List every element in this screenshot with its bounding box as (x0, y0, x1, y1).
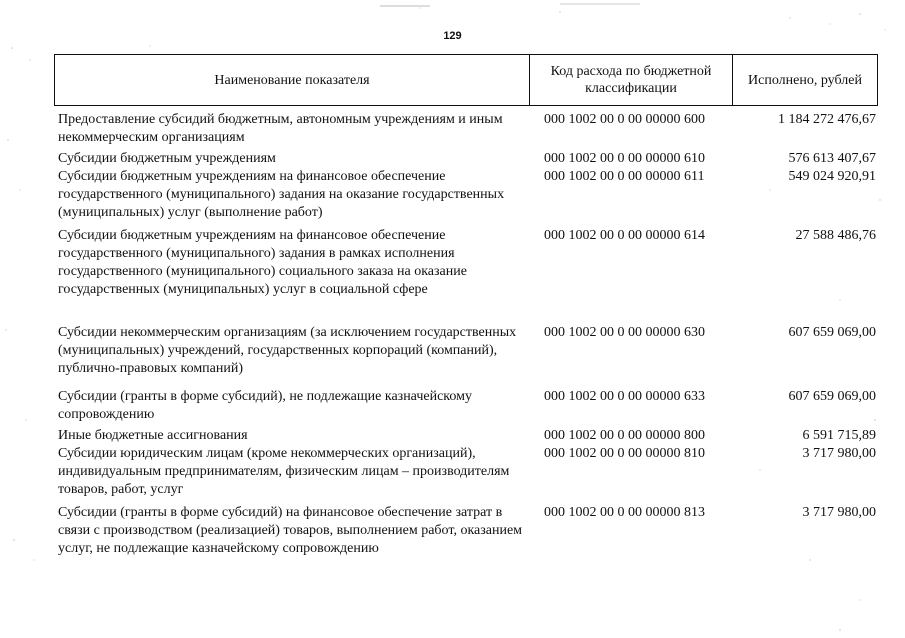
row-amount: 607 659 069,00 (788, 389, 876, 404)
row-amount: 3 717 980,00 (802, 505, 876, 520)
row-name: Иные бюджетные ассигнования (58, 428, 248, 443)
row-name: Субсидии бюджетным учреждениям на финансовое обеспечение государственного (муниципального) задания на оказание государственных (муниципальных) услуг (выполнение работ) (58, 169, 505, 220)
row-amount: 1 184 272 476,67 (778, 112, 876, 127)
row-name: Субсидии бюджетным учреждениям на финансовое обеспечение государственного (муниципального) задания в рамках исполнения государственного (муниципального) социального заказа на оказание государственных (муниципальных) услуг в социальной сфере (58, 228, 467, 297)
row-code: 000 1002 00 0 00 00000 614 (544, 228, 705, 243)
row-code: 000 1002 00 0 00 00000 810 (544, 446, 705, 461)
row-code: 000 1002 00 0 00 00000 813 (544, 505, 705, 520)
row-code: 000 1002 00 0 00 00000 600 (544, 112, 705, 127)
row-amount: 27 588 486,76 (795, 228, 876, 243)
page-number: 129 (443, 30, 462, 42)
row-name: Субсидии (гранты в форме субсидий) на финансовое обеспечение затрат в связи с производством (реализацией) товаров, выполнением работ, оказанием услуг, не подлежащие казначейскому сопровождению (58, 505, 523, 556)
row-code: 000 1002 00 0 00 00000 610 (544, 151, 705, 166)
row-code: 000 1002 00 0 00 00000 633 (544, 389, 705, 404)
row-code: 000 1002 00 0 00 00000 800 (544, 428, 705, 443)
row-name: Субсидии некоммерческим организациям (за исключением государственных (муниципальных) учреждений, государственных корпораций (компаний), публично-правовых компаний) (58, 325, 517, 376)
row-amount: 6 591 715,89 (802, 428, 876, 443)
row-amount: 3 717 980,00 (802, 446, 876, 461)
row-amount: 549 024 920,91 (788, 169, 876, 184)
header-code: Код расхода по бюджетной классификации (530, 55, 733, 105)
row-name: Субсидии (гранты в форме субсидий), не подлежащие казначейскому сопровождению (58, 389, 472, 422)
table-header (54, 54, 878, 106)
header-amount: Исполнено, рублей (748, 72, 862, 88)
row-code: 000 1002 00 0 00 00000 611 (544, 169, 705, 184)
row-amount: 607 659 069,00 (788, 325, 876, 340)
row-name: Предоставление субсидий бюджетным, автономным учреждениям и иным некоммерческим организациям (58, 112, 503, 145)
row-amount: 576 613 407,67 (788, 151, 876, 166)
row-name: Субсидии юридическим лицам (кроме некоммерческих организаций), индивидуальным предпринимателям, физическим лицам – производителям товаров, работ, услуг (58, 446, 510, 497)
header-name: Наименование показателя (55, 55, 530, 105)
row-code: 000 1002 00 0 00 00000 630 (544, 325, 705, 340)
row-name: Субсидии бюджетным учреждениям (58, 151, 276, 166)
